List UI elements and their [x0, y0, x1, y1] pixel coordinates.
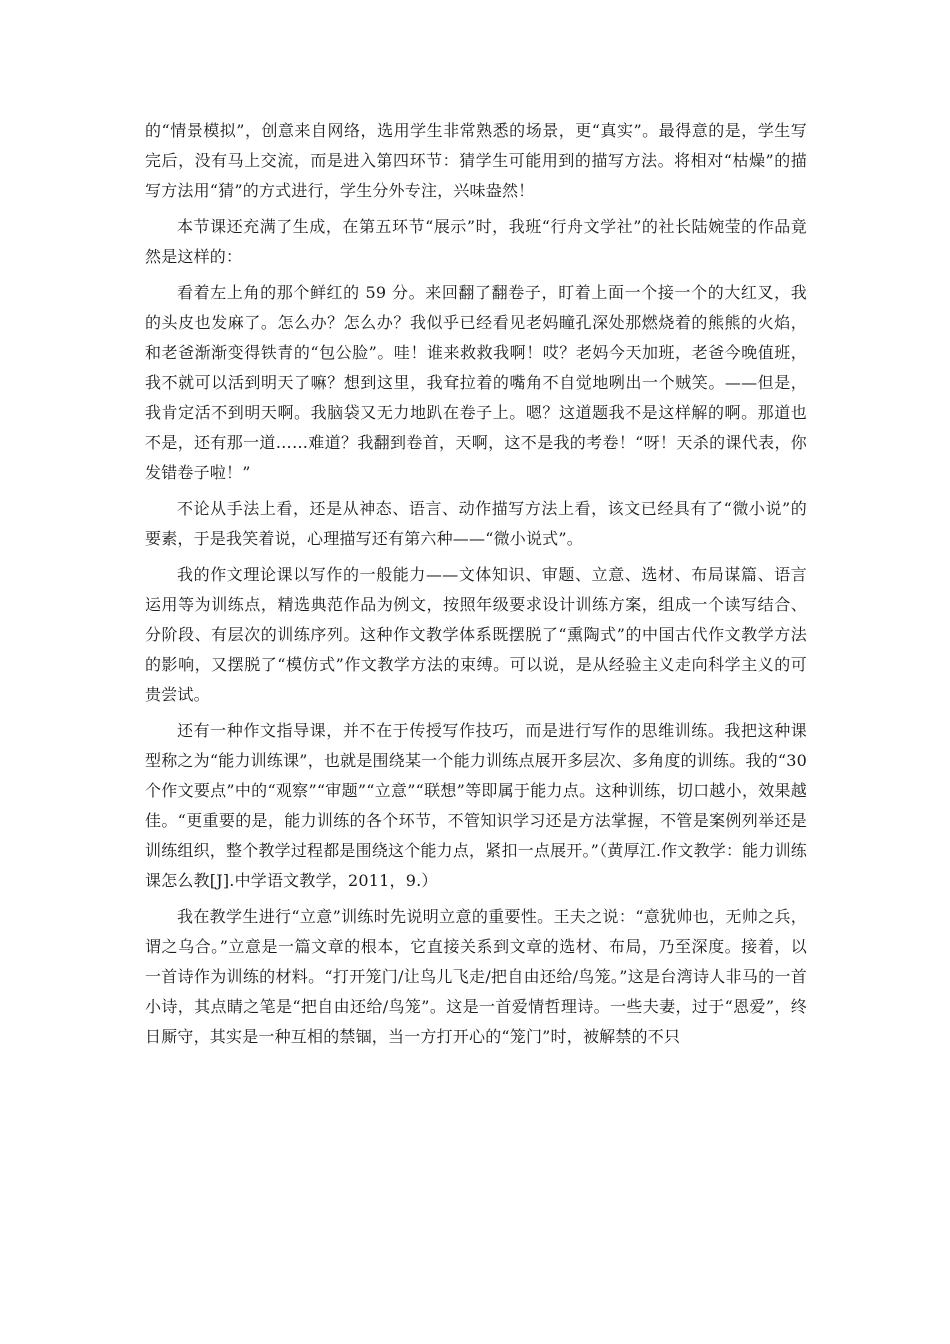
article-body: [145, 116, 807, 1058]
paragraph-continuation: 的“情景模拟”，创意来自网络，选用学生非常熟悉的场景，更“真实”。最得意的是，学生写完后，没有马上交流，而是进入第四环节：猜学生可能用到的描写方法。将相对“枯燥”的描写方法用“猜”的方式进行，学生分外专注，兴味盎然！: [145, 121, 807, 200]
paragraph-generation: 本节课还充满了生成，在第五环节“展示”时，我班“行舟文学社”的社长陆婉莹的作品竟然是这样的：: [145, 217, 807, 266]
paragraph-theme-training: 我在教学生进行“立意”训练时先说明立意的重要性。王夫之说：“意犹帅也，无帅之兵，谓之乌合。”立意是一篇文章的根本，它直接关系到文章的选材、布局，乃至深度。接着，以一首诗作为训练的材料。“打开笼门/让鸟儿飞走/把自由还给/鸟笼。”这是台湾诗人非马的一首小诗，其点睛之笔是“把自由还给/鸟笼”。这是一首爱情哲理诗。一些夫妻，过于“恩爱”，终日厮守，其实是一种互相的禁锢，当一方打开心的“笼门”时，被解禁的不只: [145, 907, 807, 1046]
paragraph-micro-novel: 不论从手法上看，还是从神态、语言、动作描写方法上看，该文已经具有了“微小说”的要素，于是我笑着说，心理描写还有第六种——“微小说式”。: [145, 499, 807, 548]
paragraph-ability-training: 还有一种作文指导课，并不在于传授写作技巧，而是进行写作的思维训练。我把这种课型称之为“能力训练课”，也就是围绕某一个能力训练点展开多层次、多角度的训练。我的“30 个作文要点”中的“观察”“审题”“立意”“联想”等即属于能力点。这种训练，切口越小，效果越佳。“更重要的是，能力训练的各个环节，不管知识学习还是方法掌握，不管是案例列举还是训练组织，整个教学过程都是围绕这个能力点，紧扣一点展开。”（黄厚江.作文教学：能力训练课怎么教[J].中学语文教学，2011，9.）: [145, 721, 807, 890]
paragraph-theory-course: 我的作文理论课以写作的一般能力——文体知识、审题、立意、选材、布局谋篇、语言运用等为训练点，精选典范作品为例文，按照年级要求设计训练方案，组成一个读写结合、分阶段、有层次的训练序列。这种作文教学体系既摆脱了“熏陶式”的中国古代作文教学方法的影响，又摆脱了“模仿式”作文教学方法的束缚。可以说，是从经验主义走向科学主义的可贵尝试。: [145, 565, 807, 704]
paragraph-student-work: 看着左上角的那个鲜红的 59 分。来回翻了翻卷子，盯着上面一个接一个的大红叉，我的头皮也发麻了。怎么办？怎么办？我似乎已经看见老妈瞳孔深处那燃烧着的熊熊的火焰，和老爸渐渐变得铁青的“包公脸”。哇！谁来救救我啊！哎？老妈今天加班，老爸今晚值班，我不就可以活到明天了嘛？想到这里，我耷拉着的嘴角不自觉地咧出一个贼笑。——但是，我肯定活不到明天啊。我脑袋又无力地趴在卷子上。嗯？这道题我不是这样解的啊。那道也不是，还有那一道……难道？我翻到卷首，天啊，这不是我的考卷！“呀！天杀的课代表，你发错卷子啦！”: [145, 283, 807, 482]
